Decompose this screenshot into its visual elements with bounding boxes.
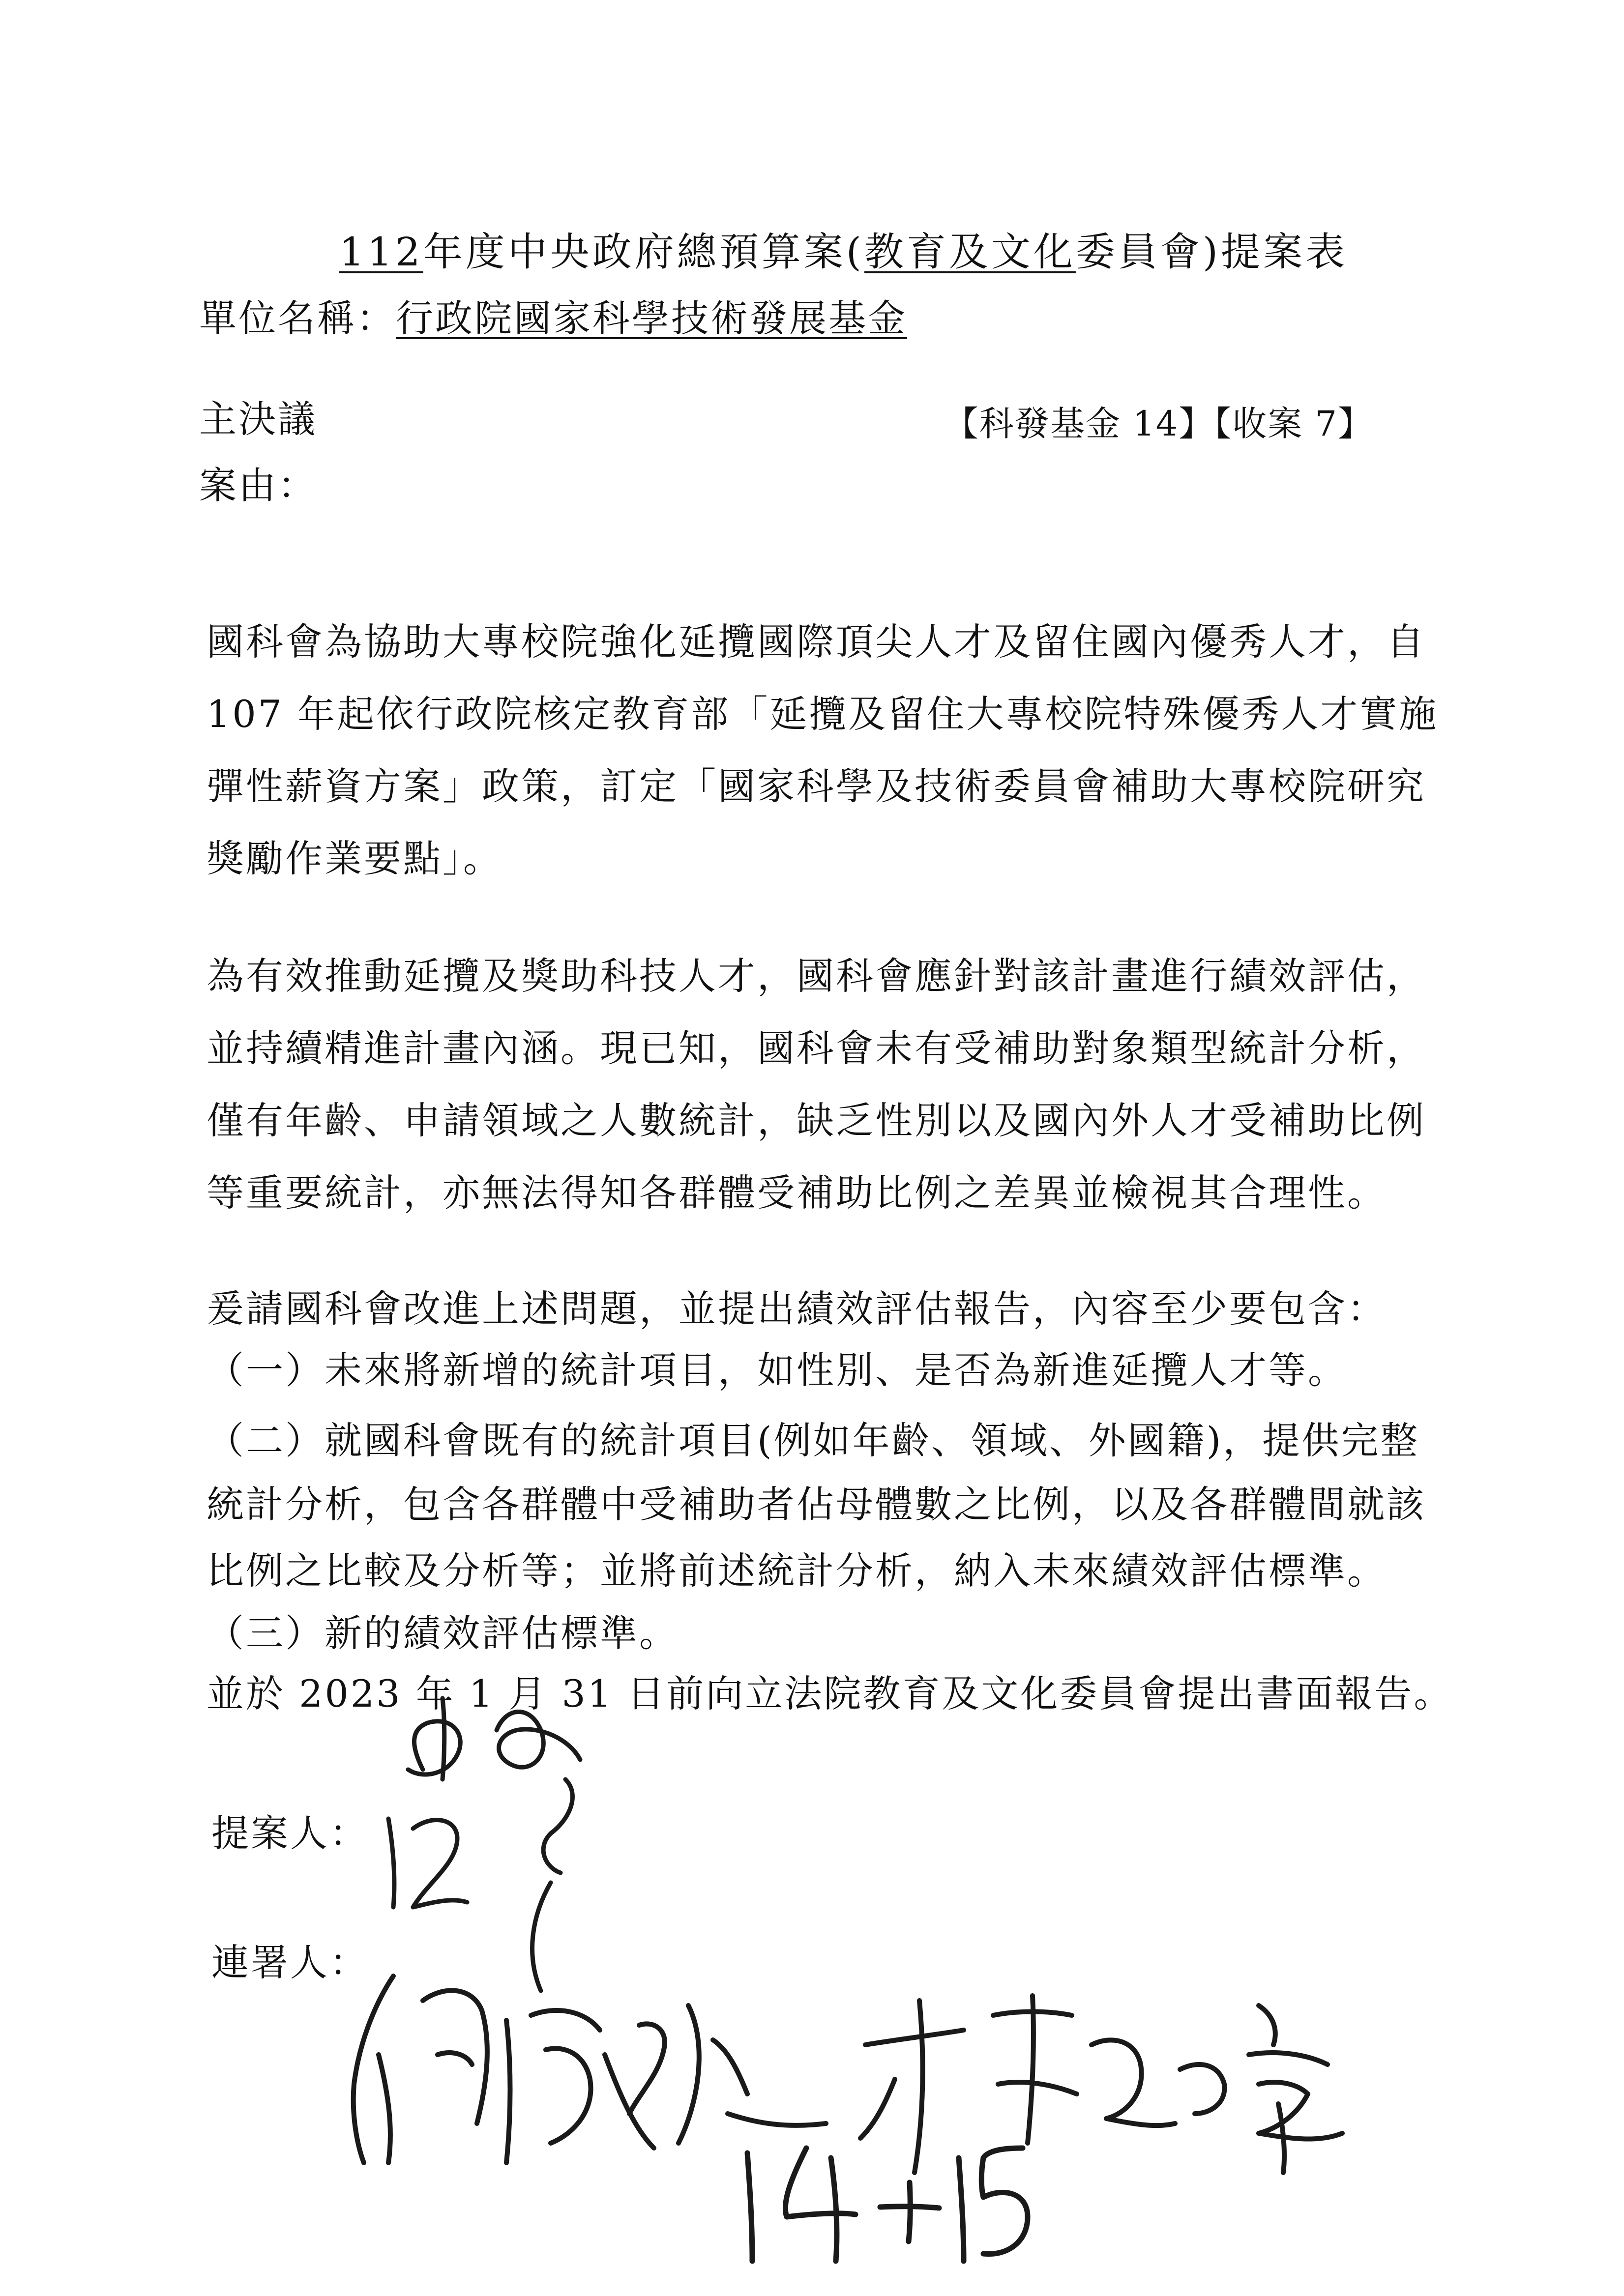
resolution-label: 主決議 [199, 397, 317, 441]
p1-line-1: 國科會為協助大專校院強化延攬國際頂尖人才及留住國內優秀人才，自 [207, 620, 1426, 664]
p3-line-2: （一）未來將新增的統計項目，如性別、是否為新進延攬人才等。 [207, 1348, 1347, 1392]
p2-line-2: 並持續精進計畫內涵。現已知，國科會未有受補助對象類型統計分析， [207, 1026, 1426, 1070]
p1-line-4: 獎勵作業要點」。 [207, 837, 502, 880]
handwritten-count [747, 2148, 1028, 2261]
proposer-label: 提案人： [211, 1811, 369, 1855]
p3-line-6: （三）新的績效評估標準。 [207, 1611, 679, 1655]
cause-label: 案由： [199, 464, 317, 507]
unit-label: 單位名稱： [199, 296, 396, 340]
title-year: 112 [339, 229, 423, 275]
p3-line-7: 並於 2023 年 1 月 31 日前向立法院教育及文化委員會提出書面報告。 [207, 1672, 1453, 1715]
unit-name: 行政院國家科學技術發展基金 [396, 296, 907, 340]
cosigner-signature-he [354, 1976, 826, 2163]
p2-line-3: 僅有年齡、申請領域之人數統計，缺乏性別以及國內外人才受補助比例 [207, 1099, 1426, 1142]
p1-line-3: 彈性薪資方案」政策，訂定「國家科學及技術委員會補助大專校院研究 [207, 764, 1426, 808]
cosigner-signature-lin [860, 1996, 1342, 2173]
p3-line-3: （二）就國科會既有的統計項目(例如年齡、領域、外國籍)，提供完整 [207, 1419, 1420, 1462]
p3-line-4: 統計分析，包含各群體中受補助者佔母體數之比例，以及各群體間就該 [207, 1482, 1426, 1526]
title-middle: 年度中央政府總預算案( [423, 229, 864, 275]
reference-tag: 【科發基金 14】【收案 7】 [944, 404, 1373, 444]
title-end: 委員會)提案表 [1075, 229, 1348, 275]
title-committee: 教育及文化 [864, 229, 1076, 275]
p2-line-1: 為有效推動延攬及獎助科技人才，國科會應針對該計畫進行績效評估， [207, 954, 1426, 998]
proposer-signature [388, 1698, 580, 1991]
p2-line-4: 等重要統計，亦無法得知各群體受補助比例之差異並檢視其合理性。 [207, 1171, 1387, 1215]
p3-line-5: 比例之比較及分析等；並將前述統計分析，納入未來績效評估標準。 [207, 1549, 1387, 1593]
p1-line-2: 107 年起依行政院核定教育部「延攬及留住大專校院特殊優秀人才實施 [207, 692, 1439, 736]
p3-line-1: 爰請國科會改進上述問題，並提出績效評估報告，內容至少要包含： [207, 1287, 1387, 1331]
cosigner-label: 連署人： [211, 1941, 369, 1984]
